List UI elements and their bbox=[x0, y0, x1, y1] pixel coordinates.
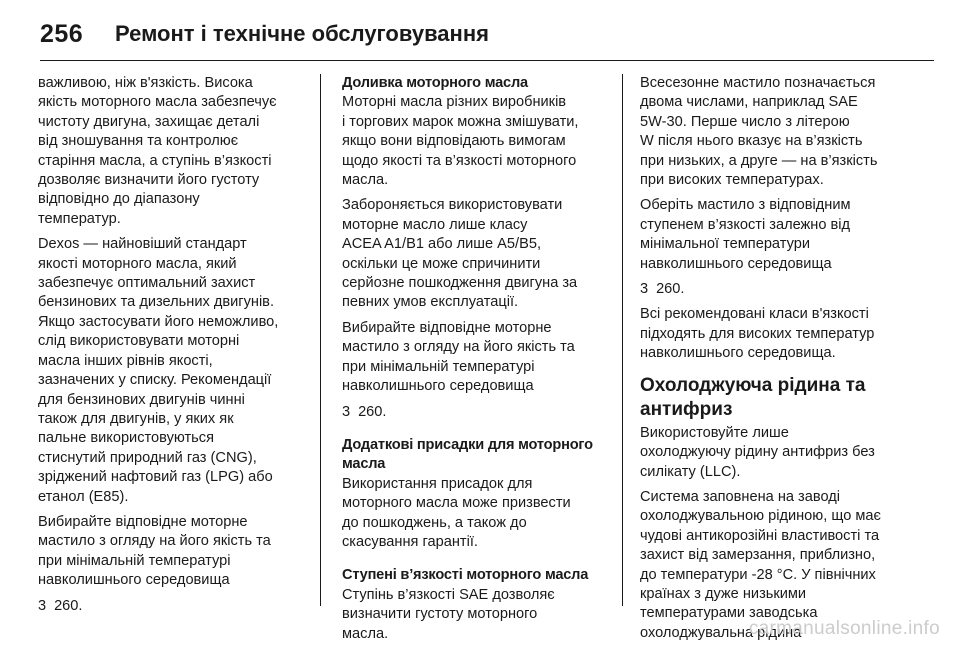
page-header bbox=[40, 12, 489, 56]
paragraph: Оберіть мастило з відповідним ступенем в’язкості залежно від мінімальної температури навколишнього середовища bbox=[640, 197, 851, 272]
column-divider-1 bbox=[320, 74, 321, 606]
reference-arrow-icon: 3 bbox=[342, 403, 351, 420]
subheading-viscosity-grades: Ступені в’язкості моторного масла bbox=[342, 567, 589, 584]
watermark: carmanualsonline.info bbox=[748, 618, 940, 639]
reference-arrow-icon: 3 bbox=[38, 597, 47, 614]
paragraph: важливою, ніж в'язкість. Висока якість моторного масла забезпечує чистоту двигуна, захищає деталі від зношування та контролює старіння масла, а ступінь в’язкості дозволяє визначити його густоту відповідно до діапазону температур. bbox=[38, 75, 277, 227]
subheading-oil-topup: Доливка моторного масла bbox=[342, 75, 528, 91]
section-heading-coolant: Охолоджуюча рідина та антифриз bbox=[640, 374, 866, 420]
paragraph: Ступінь в’язкості SAE дозволяє визначити густоту моторного масла. bbox=[342, 586, 555, 642]
paragraph: Використання присадок для моторного масла може призвести до пошкоджень, а також до скасування гарантії. bbox=[342, 475, 571, 550]
text-column-1 bbox=[38, 74, 308, 622]
reference-page: 260. bbox=[656, 281, 685, 298]
text-column-2 bbox=[342, 74, 612, 650]
page-reference[interactable] bbox=[38, 597, 308, 616]
paragraph: Моторні масла різних виробників і торгових марок можна змішувати, якщо вони відповідають вимогам щодо якості та в’язкості моторного масла. bbox=[342, 94, 579, 189]
header-rule bbox=[40, 60, 934, 61]
paragraph: Всесезонне мастило позначається двома числами, наприклад SAE 5W-30. Перше число з літерою W після нього вказує на в’язкість при низьких, а друге — на в’язкість при високих температурах. bbox=[640, 75, 878, 189]
paragraph: Вибирайте відповідне моторне мастило з огляду на його якість та при мінімальній температурі навколишнього середовища bbox=[38, 513, 271, 589]
reference-page: 260. bbox=[358, 403, 387, 420]
column-divider-2 bbox=[622, 74, 623, 606]
paragraph: Dexos — найновіший стандарт якості моторного масла, який забезпечує оптимальний захист бензинових та дизельних двигунів. Якщо застосувати його неможливо, слід використовувати моторні масла інших рівнів якості, зазначених у списку. Рекомендації для бензинових двигунів чинні також для двигунів, у яких як пальне використовуються стиснутий природний газ (CNG), зріджений нафтовий газ (LPG) або етанол (E85). bbox=[38, 236, 279, 505]
paragraph: Система заповнена на заводі охолоджувальною рідиною, що має чудові антикорозійні властивості та захист від замерзання, приблизно, до температури -28 °C. У північних країнах з дуже низькими температурами заводська охолоджувальна рідина bbox=[640, 488, 881, 641]
page-reference[interactable] bbox=[640, 280, 910, 299]
page-title: Ремонт і технічне обслуговування bbox=[115, 21, 489, 46]
paragraph: Вибирайте відповідне моторне мастило з огляду на його якість та при мінімальній температурі навколишнього середовища bbox=[342, 319, 575, 395]
paragraph: Використовуйте лише охолоджуючу рідину антифриз без силікату (LLC). bbox=[640, 424, 875, 480]
page-reference[interactable] bbox=[342, 403, 612, 422]
paragraph: Забороняється використовувати моторне масло лише класу ACEA A1/B1 або лише A5/B5, оскільки це може спричинити серйозне пошкодження двигуна за певних умов експлуатації. bbox=[342, 197, 578, 311]
text-column-3 bbox=[640, 74, 910, 649]
paragraph: Всі рекомендовані класи в'язкості підходять для високих температур навколишнього середовища. bbox=[640, 306, 875, 362]
subheading-oil-additives: Додаткові присадки для моторного масла bbox=[342, 436, 593, 473]
reference-page: 260. bbox=[54, 597, 83, 614]
reference-arrow-icon: 3 bbox=[640, 281, 649, 298]
page-number: 256 bbox=[40, 19, 84, 48]
